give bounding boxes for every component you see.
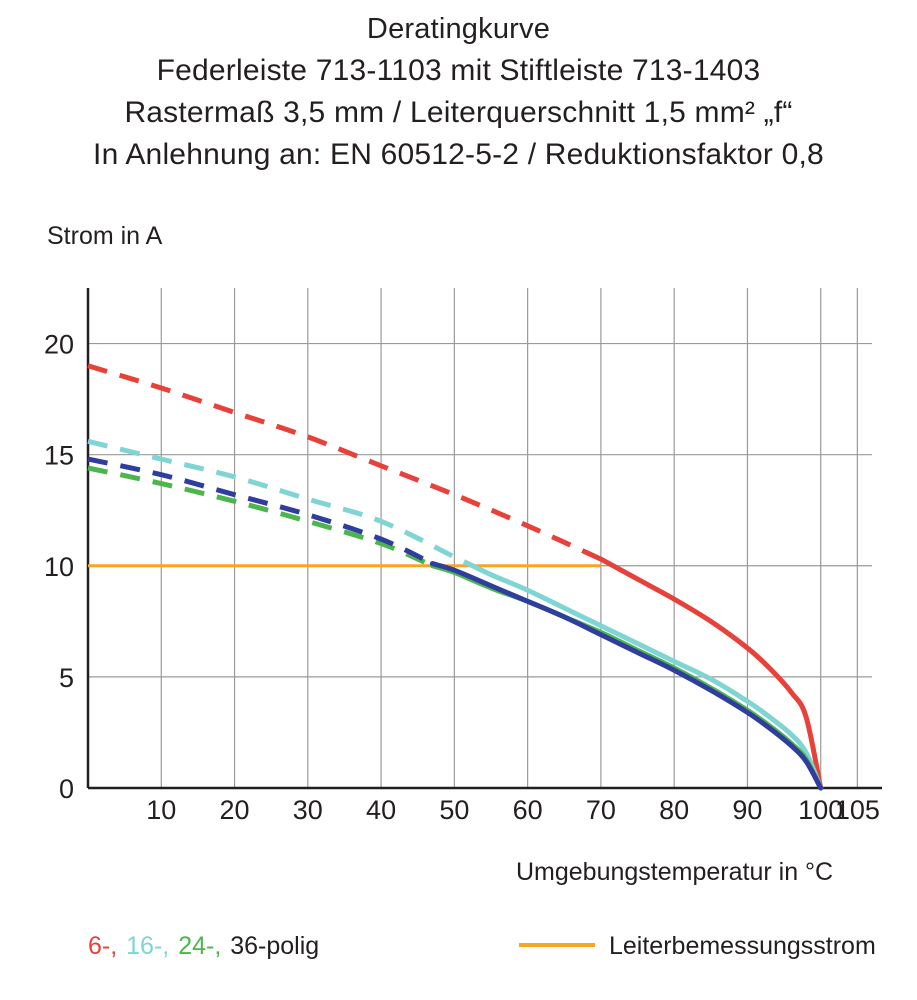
legend-item-6-polig: 6-, xyxy=(88,932,118,960)
x-axis-label: Umgebungstemperatur in °C xyxy=(516,858,834,886)
legend-swatch-icon xyxy=(519,943,595,947)
svg-text:30: 30 xyxy=(292,795,323,825)
legend-rated-current xyxy=(519,932,876,961)
legend-item-36-polig: 36-polig xyxy=(230,932,320,960)
legend-item-16-polig: 16-, xyxy=(126,932,170,960)
legend-rated-current-label: Leiterbemessungsstrom xyxy=(609,932,876,960)
svg-text:5: 5 xyxy=(58,662,74,693)
title-line-1: Deratingkurve xyxy=(366,13,551,45)
svg-text:40: 40 xyxy=(366,795,397,825)
legend-item-24-polig: 24-, xyxy=(178,932,222,960)
svg-text:105: 105 xyxy=(834,795,880,825)
svg-text:80: 80 xyxy=(659,795,690,825)
svg-text:10: 10 xyxy=(43,551,74,582)
svg-text:90: 90 xyxy=(732,795,763,825)
title-line-2: Federleiste 713-1103 mit Stiftleiste 713-1403 xyxy=(156,54,761,87)
svg-text:100: 100 xyxy=(798,795,844,825)
svg-text:0: 0 xyxy=(58,774,74,804)
title-line-4: In Anlehnung an: EN 60512-5-2 / Reduktionsfaktor 0,8 xyxy=(93,138,824,171)
svg-text:20: 20 xyxy=(219,795,250,825)
legend-poles xyxy=(88,932,321,961)
svg-text:15: 15 xyxy=(43,440,74,471)
svg-text:10: 10 xyxy=(146,795,177,825)
svg-text:60: 60 xyxy=(512,795,543,825)
chart-legend xyxy=(0,932,917,982)
svg-text:50: 50 xyxy=(439,795,470,825)
y-axis-label: Strom in A xyxy=(47,222,163,250)
title-line-3: Rastermaß 3,5 mm / Leiterquerschnitt 1,5 mm² „f“ xyxy=(124,96,793,129)
svg-text:20: 20 xyxy=(43,329,74,360)
svg-text:70: 70 xyxy=(585,795,616,825)
